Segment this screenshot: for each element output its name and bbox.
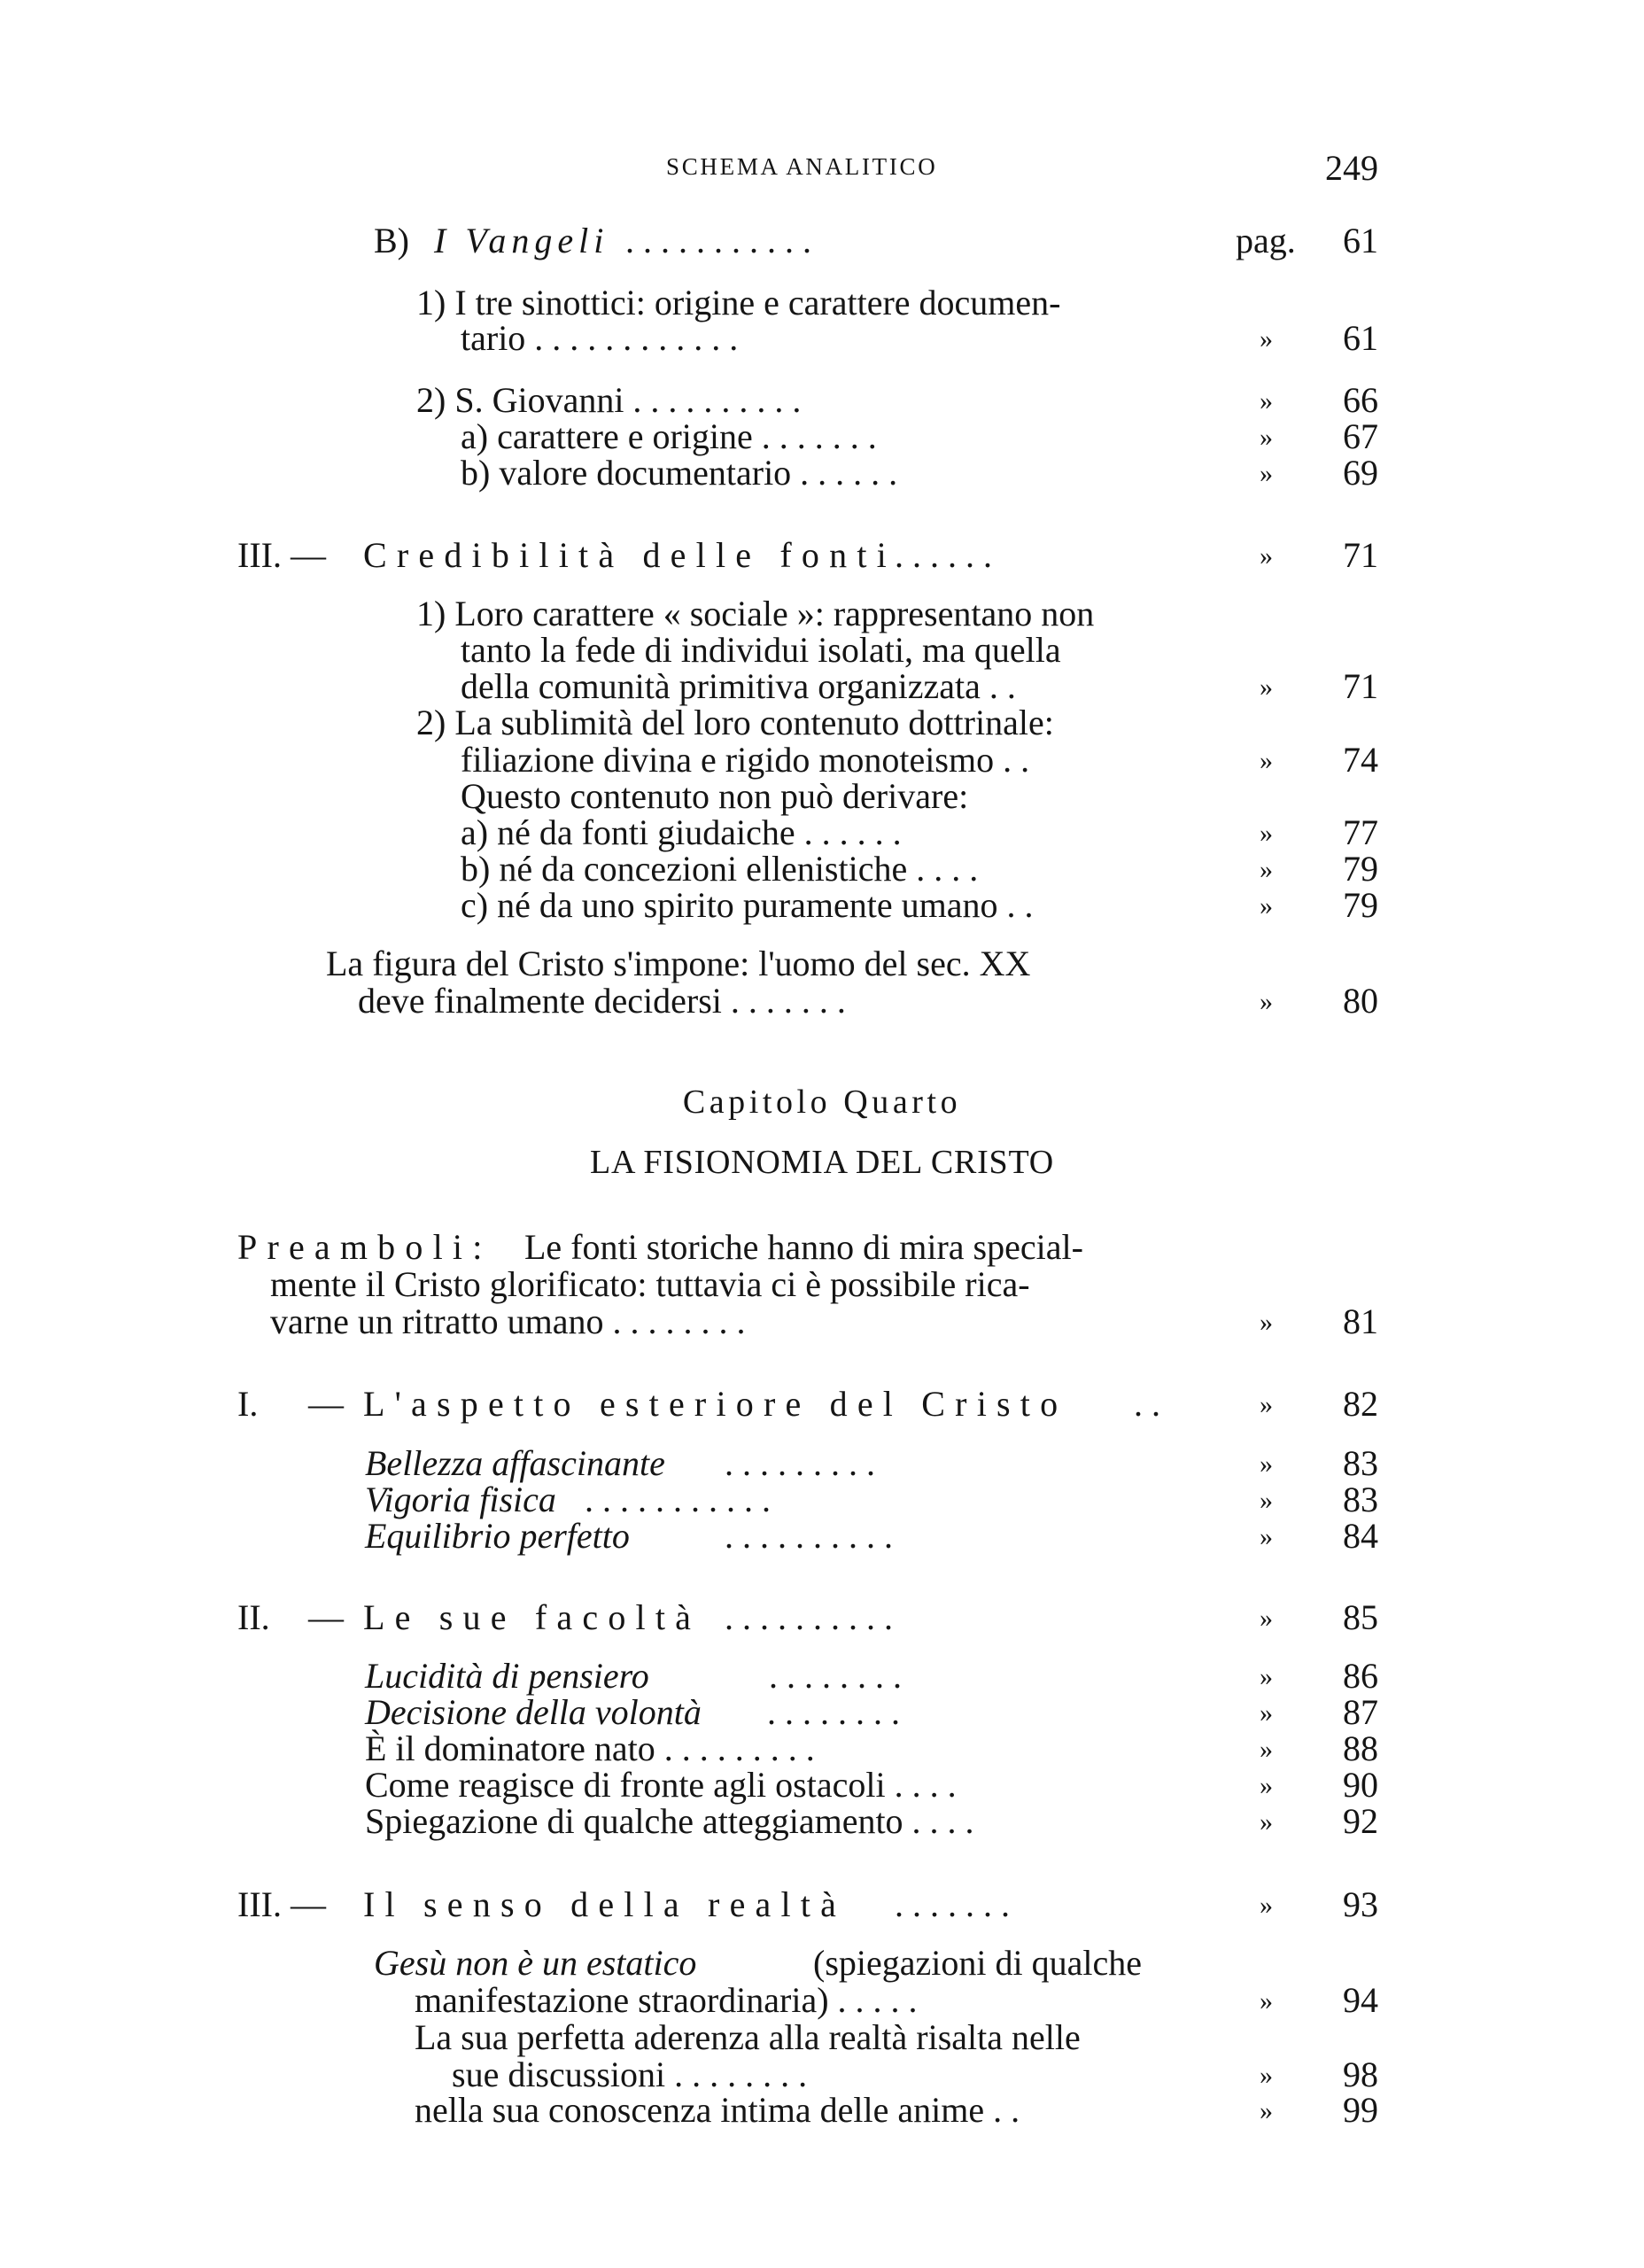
entry-ii-item-page: 86: [1343, 1656, 1378, 1696]
ditto-mark: »: [1260, 1486, 1273, 1515]
ditto-mark: »: [1260, 1807, 1273, 1837]
section-iii2-number: III. —: [237, 1884, 326, 1924]
entry-iii2-line1: 2) La sublimità del loro contenuto dottrinale:: [416, 703, 1054, 742]
ditto-mark: »: [1260, 2096, 1273, 2125]
ditto-mark: »: [1260, 746, 1273, 775]
entry-b-dots: . . . . . . . . . . .: [625, 221, 811, 260]
entry-iii2-p1-page: 94: [1343, 1980, 1378, 2020]
entry-iii2-p2-line2: sue discussioni . . . . . . . .: [452, 2054, 808, 2094]
section-ii-number: II.: [237, 1597, 270, 1637]
ditto-mark: »: [1260, 423, 1273, 452]
entry-iii2-p1-line2: manifestazione straordinaria) . . . . .: [415, 1980, 918, 2020]
preamboli-page: 81: [1343, 1301, 1378, 1341]
entry-ii-item-dots: . . . . . . . .: [769, 1656, 902, 1696]
ditto-mark: »: [1260, 855, 1273, 884]
entry-iii2-p3-page: 99: [1343, 2090, 1378, 2130]
ditto-mark: »: [1260, 2061, 1273, 2090]
section-ii-title: Le sue facoltà: [363, 1597, 702, 1637]
entry-iii1-line1: 1) Loro carattere « sociale »: rappresentano non: [416, 594, 1095, 633]
entry-b1-line2: tario . . . . . . . . . . . .: [461, 318, 739, 358]
entry-b1-page: 61: [1343, 318, 1378, 358]
ditto-mark: »: [1260, 1522, 1273, 1551]
entry-ii-item-page: 90: [1343, 1765, 1378, 1805]
entry-iii1-line2: tanto la fede di individui isolati, ma quella: [461, 630, 1061, 670]
section-i-number: I.: [237, 1384, 259, 1424]
section-iii-number: III. —: [237, 535, 326, 575]
entry-b-pag: pag.: [1236, 221, 1296, 260]
preamboli-line3: varne un ritratto umano . . . . . . . .: [270, 1301, 746, 1341]
entry-i-item-text: Equilibrio perfetto: [365, 1516, 630, 1556]
entry-figura-line2: deve finalmente decidersi . . . . . . .: [358, 981, 846, 1021]
entry-b2a: a) carattere e origine . . . . . . .: [461, 416, 877, 456]
entry-ii-item-page: 92: [1343, 1801, 1378, 1841]
entry-iii2b: b) né da concezioni ellenistiche . . . .: [461, 849, 979, 889]
entry-iii2-p1-rest: (spiegazioni di qualche: [813, 1943, 1142, 1983]
entry-iii2-p2-page: 98: [1343, 2054, 1378, 2094]
ditto-mark: »: [1260, 324, 1273, 353]
entry-iii2a-page: 77: [1343, 812, 1378, 852]
preamboli-line1: Le fonti storiche hanno di mira special-: [524, 1227, 1083, 1267]
section-ii-dots: . . . . . . . . . .: [725, 1597, 893, 1637]
entry-i-item-dots: . . . . . . . . . .: [725, 1516, 893, 1556]
entry-i-item-page: 83: [1343, 1443, 1378, 1483]
entry-iii2-line2: filiazione divina e rigido monoteismo . .: [461, 740, 1030, 780]
ditto-mark: »: [1260, 1449, 1273, 1479]
section-i-title: L'aspetto esteriore del Cristo: [363, 1384, 1068, 1424]
entry-ii-item-page: 87: [1343, 1692, 1378, 1732]
entry-ii-item-text: Come reagisce di fronte agli ostacoli . . . .: [365, 1765, 957, 1805]
entry-ii-item-text: Spiegazione di qualche atteggiamento . . . .: [365, 1801, 974, 1841]
entry-b2-page: 66: [1343, 380, 1378, 420]
section-ii-dash: —: [308, 1597, 344, 1637]
entry-b1-line1: 1) I tre sinottici: origine e carattere documen-: [416, 283, 1061, 322]
entry-b-label: B): [374, 221, 409, 260]
entry-iii2-page: 74: [1343, 740, 1378, 780]
ditto-mark: »: [1260, 1308, 1273, 1337]
entry-b-page: 61: [1343, 221, 1378, 260]
entry-iii2-line3: Questo contenuto non può derivare:: [461, 776, 969, 816]
ditto-mark: »: [1260, 1986, 1273, 2016]
entry-b2b: b) valore documentario . . . . . .: [461, 453, 898, 493]
ditto-mark: »: [1260, 459, 1273, 488]
ditto-mark: »: [1260, 1891, 1273, 1920]
section-i-page: 82: [1343, 1384, 1378, 1424]
entry-iii2c: c) né da uno spirito puramente umano . .: [461, 885, 1034, 925]
section-iii-page: 71: [1343, 535, 1378, 575]
entry-figura-line1: La figura del Cristo s'impone: l'uomo del sec. XX: [326, 944, 1031, 983]
ditto-mark: »: [1260, 1698, 1273, 1728]
chapter-title: LA FISIONOMIA DEL CRISTO: [590, 1144, 1054, 1181]
section-i-dots: . .: [1134, 1384, 1160, 1424]
page-number: 249: [1325, 148, 1378, 188]
entry-ii-item-dots: . . . . . . . .: [767, 1692, 900, 1732]
ditto-mark: »: [1260, 1604, 1273, 1633]
ditto-mark: »: [1260, 386, 1273, 416]
entry-iii2-p1-italic: Gesù non è un estatico: [374, 1943, 697, 1983]
entry-iii2-p3: nella sua conoscenza intima delle anime . .: [415, 2090, 1020, 2130]
section-iii2-page: 93: [1343, 1884, 1378, 1924]
entry-i-item-dots: . . . . . . . . .: [725, 1443, 875, 1483]
entry-iii2c-page: 79: [1343, 885, 1378, 925]
ditto-mark: »: [1260, 541, 1273, 571]
entry-i-item-dots: . . . . . . . . . . .: [585, 1480, 771, 1519]
entry-i-item-page: 83: [1343, 1480, 1378, 1519]
chapter-label: Capitolo Quarto: [682, 1084, 962, 1121]
entry-iii2-p2-line1: La sua perfetta aderenza alla realtà risalta nelle: [415, 2017, 1081, 2057]
entry-b2: 2) S. Giovanni . . . . . . . . . .: [416, 380, 802, 420]
ditto-mark: »: [1260, 819, 1273, 848]
entry-b2b-page: 69: [1343, 453, 1378, 493]
entry-i-item-text: Bellezza affascinante: [365, 1443, 665, 1483]
running-header: SCHEMA ANALITICO: [666, 153, 938, 180]
ditto-mark: »: [1260, 1390, 1273, 1419]
entry-figura-page: 80: [1343, 981, 1378, 1021]
entry-ii-item-text: Decisione della volontà: [365, 1692, 702, 1732]
ditto-mark: »: [1260, 672, 1273, 702]
section-i-dash: —: [308, 1384, 344, 1424]
entry-i-item-page: 84: [1343, 1516, 1378, 1556]
section-iii-dots: . . . . . .: [895, 535, 992, 575]
entry-ii-item-text: È il dominatore nato . . . . . . . . .: [365, 1728, 815, 1768]
ditto-mark: »: [1260, 987, 1273, 1016]
section-iii-title: Credibilità delle fonti: [363, 535, 896, 575]
ditto-mark: »: [1260, 1735, 1273, 1764]
entry-i-item-text: Vigoria fisica: [365, 1480, 556, 1519]
entry-ii-item-text: Lucidità di pensiero: [365, 1656, 649, 1696]
section-iii2-title: Il senso della realtà: [363, 1884, 847, 1924]
entry-b2a-page: 67: [1343, 416, 1378, 456]
entry-iii2a: a) né da fonti giudaiche . . . . . .: [461, 812, 902, 852]
entry-b-title: I Vangeli: [434, 221, 609, 260]
entry-iii1-line3: della comunità primitiva organizzata . .: [461, 666, 1016, 706]
entry-ii-item-page: 88: [1343, 1728, 1378, 1768]
section-ii-page: 85: [1343, 1597, 1378, 1637]
entry-iii1-page: 71: [1343, 666, 1378, 706]
entry-iii2b-page: 79: [1343, 849, 1378, 889]
ditto-mark: »: [1260, 1771, 1273, 1800]
preamboli-label: Preamboli:: [237, 1227, 492, 1267]
ditto-mark: »: [1260, 1662, 1273, 1691]
preamboli-line2: mente il Cristo glorificato: tuttavia ci è possibile rica-: [270, 1264, 1030, 1304]
ditto-mark: »: [1260, 891, 1273, 920]
section-iii2-dots: . . . . . . .: [895, 1884, 1010, 1924]
